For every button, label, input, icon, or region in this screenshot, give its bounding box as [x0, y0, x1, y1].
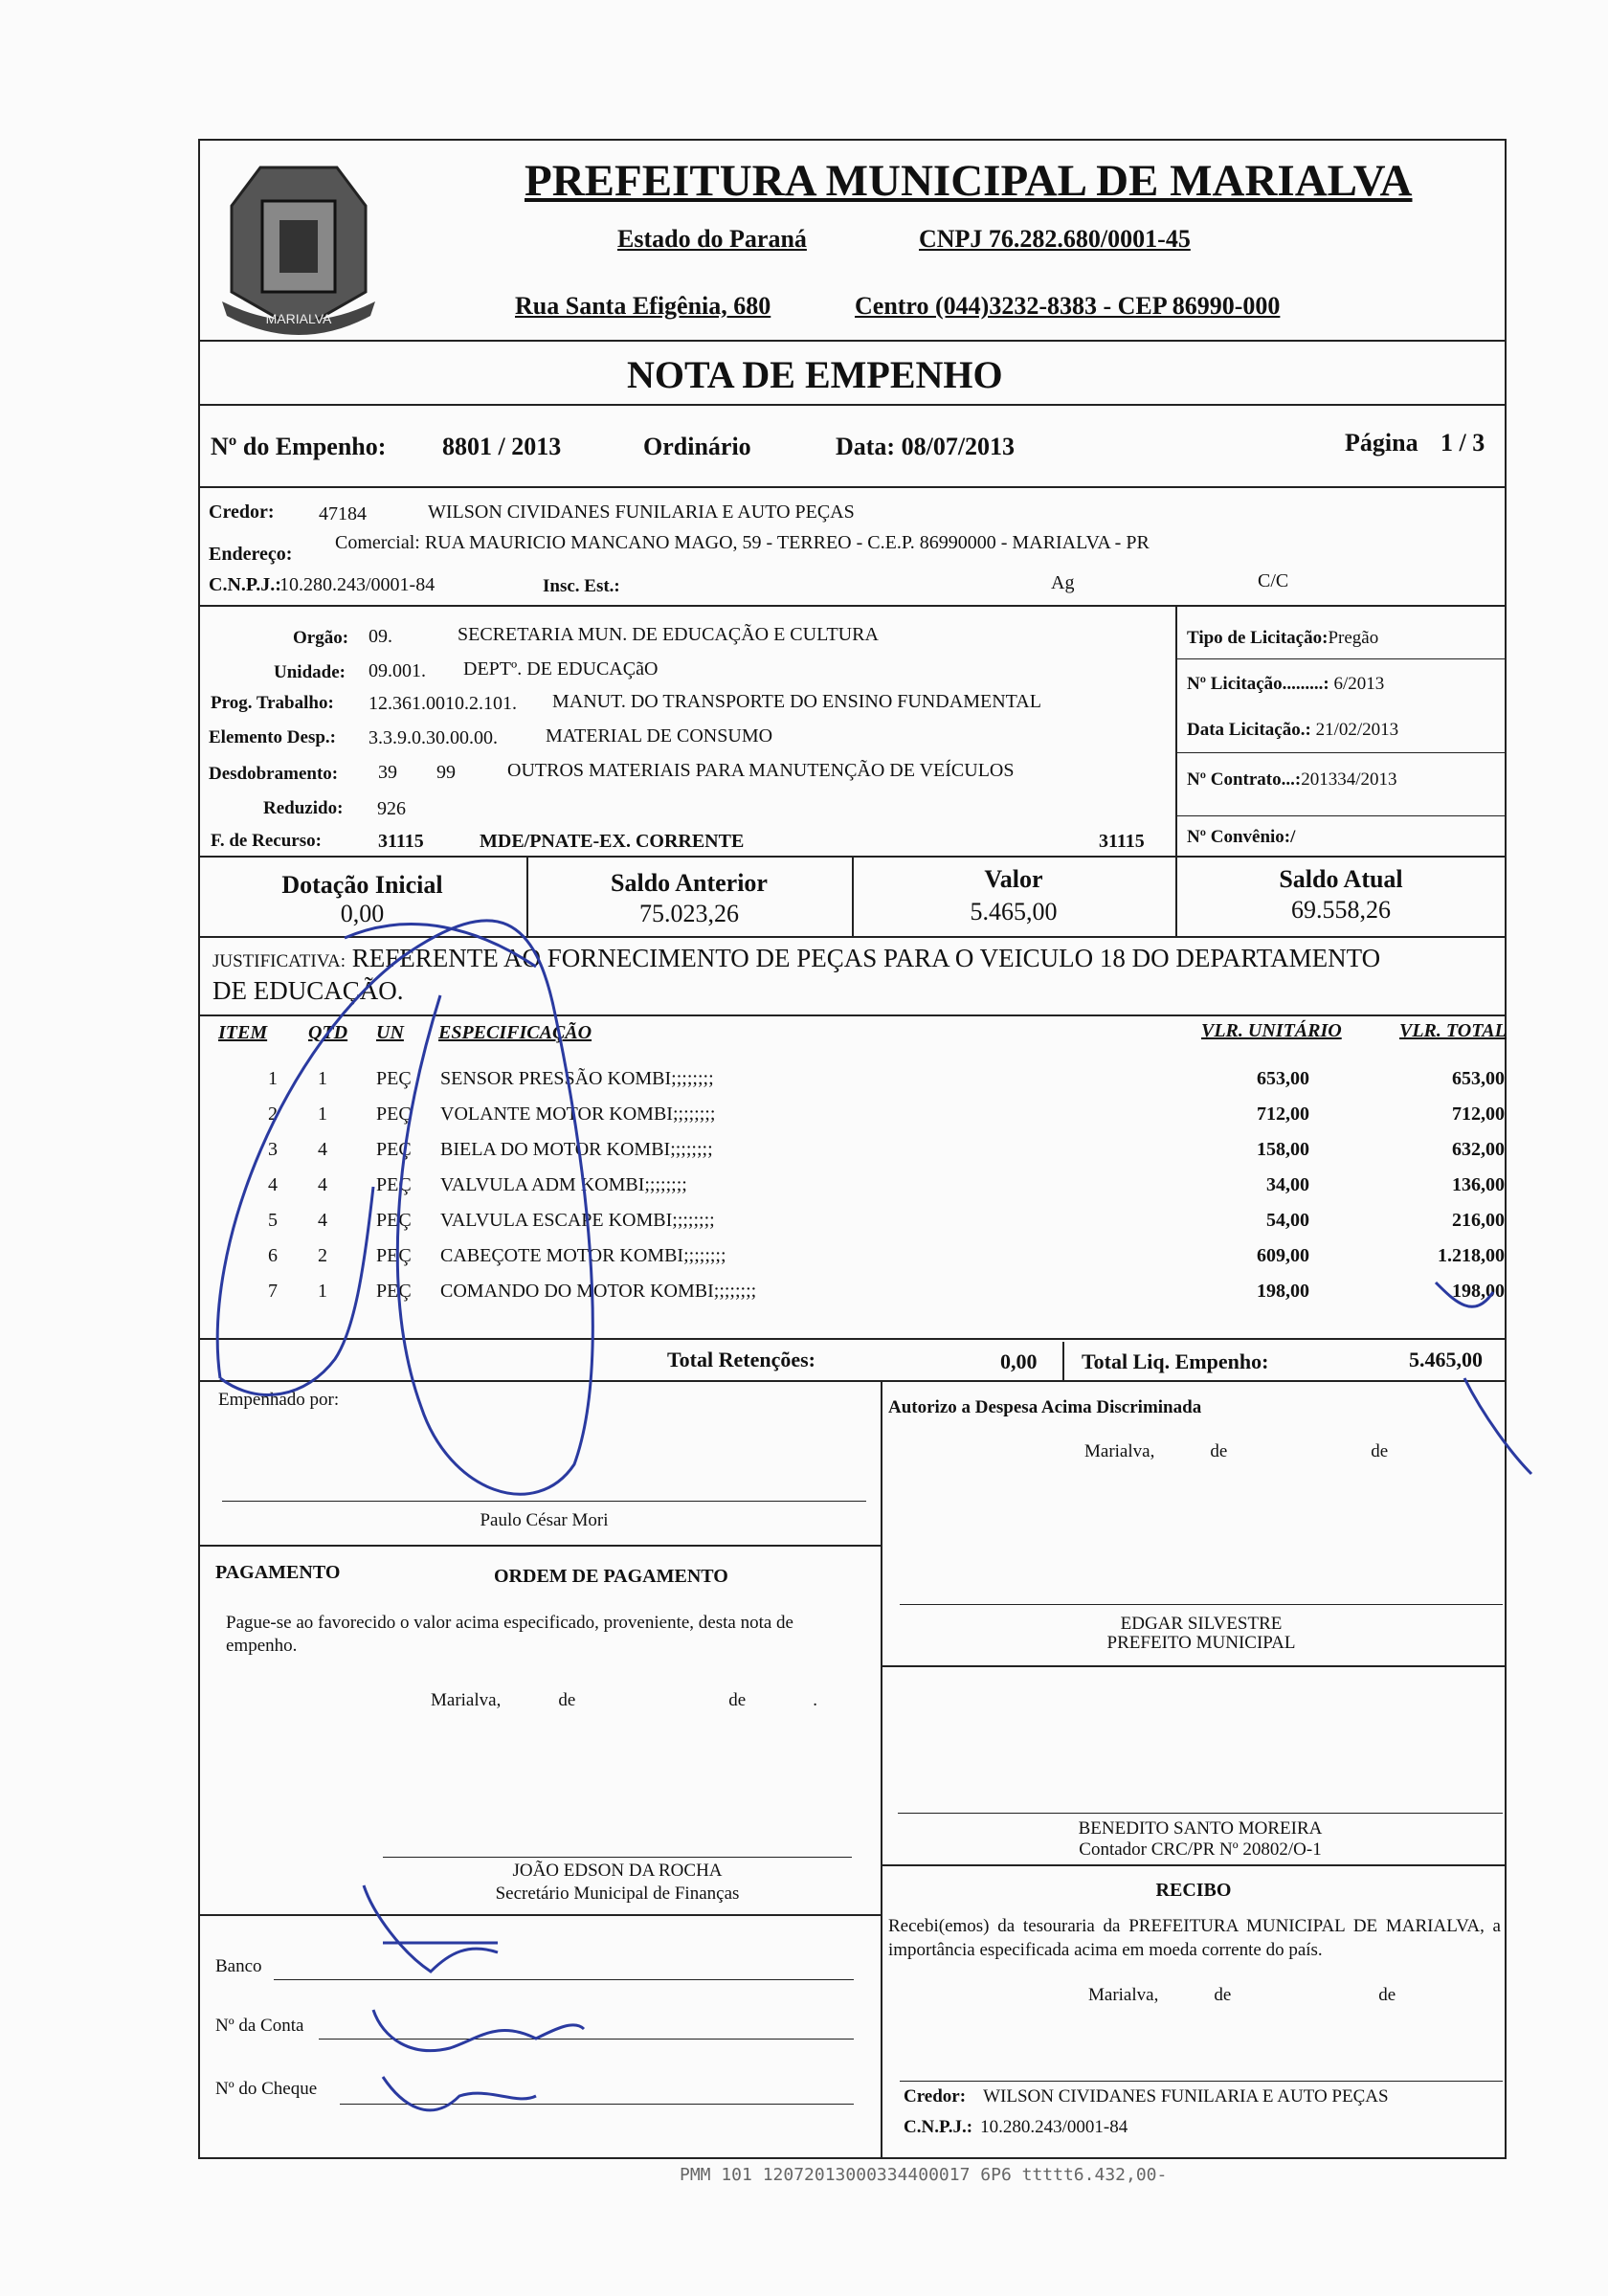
- dotacao-value: 0,00: [340, 900, 385, 927]
- autorizo-date: Marialva, de de: [1084, 1441, 1389, 1461]
- recibo-text: Recebi(emos) da tesouraria da PREFEITURA MUNICIPAL DE MARIALVA, a importância especificada acima em moeda corrente do país.: [888, 1916, 1501, 1960]
- item-total-value: 136,00: [1452, 1174, 1505, 1195]
- item-unit: PEÇ: [376, 1281, 412, 1302]
- item-total-value: 1.218,00: [1438, 1245, 1505, 1266]
- total-retencoes-value: 0,00: [1000, 1349, 1038, 1373]
- empenho-date: Data: 08/07/2013: [836, 433, 1016, 460]
- prog-label: Prog. Trabalho:: [211, 693, 334, 713]
- page-number: 1 / 3: [1440, 429, 1485, 457]
- recurso-code: 31115: [378, 831, 424, 852]
- recibo-label: RECIBO: [1155, 1880, 1232, 1901]
- valor-value: 5.465,00: [970, 898, 1058, 925]
- contador-name: BENEDITO SANTO MOREIRA: [1078, 1818, 1323, 1839]
- saldo-anterior-value: 75.023,26: [639, 900, 739, 927]
- item-description: VOLANTE MOTOR KOMBI;;;;;;;;: [440, 1103, 716, 1125]
- item-number: 2: [268, 1103, 278, 1125]
- cnpj-label: C.N.P.J.:: [209, 574, 281, 595]
- item-unit-value: 54,00: [1266, 1210, 1309, 1231]
- pague-se-text: Pague-se ao favorecido o valor acima especificado, proveniente, desta nota de empenho.: [226, 1613, 793, 1656]
- cheque-label: Nº do Cheque: [215, 2079, 318, 2099]
- justificativa-line1: REFERENTE AO FORNECIMENTO DE PEÇAS PARA O VEICULO 18 DO DEPARTAMENTO: [351, 944, 1381, 972]
- num-contrato: Nº Contrato...:201334/2013: [1187, 769, 1397, 790]
- item-unit-value: 198,00: [1257, 1281, 1309, 1302]
- reduzido-label: Reduzido:: [263, 798, 344, 818]
- prefeito-role: PREFEITO MUNICIPAL: [1106, 1633, 1296, 1653]
- item-number: 3: [268, 1139, 278, 1160]
- reduzido-value: 926: [377, 798, 406, 819]
- autorizo-text: Autorizo a Despesa Acima Discriminada: [888, 1397, 1202, 1417]
- empenho-type: Ordinário: [643, 433, 751, 460]
- orgao-label: Orgão:: [293, 628, 349, 648]
- item-number: 1: [268, 1068, 278, 1089]
- recibo-cnpj: C.N.P.J.: 10.280.243/0001-84: [904, 2117, 1128, 2137]
- credor-address: Comercial: RUA MAURICIO MANCANO MAGO, 59 - TERREO - C.E.P. 86990000 - MARIALVA - PR: [335, 532, 1150, 553]
- desdobramento-label: Desdobramento:: [209, 764, 339, 784]
- item-unit-value: 609,00: [1257, 1245, 1309, 1266]
- cc-label: C/C: [1258, 570, 1289, 591]
- footer-code: PMM 101 12072013000334400017 6P6 ttttt6.432,00-: [680, 2165, 1168, 2185]
- item-unit: PEÇ: [376, 1103, 412, 1125]
- col-total: VLR. TOTAL: [1399, 1020, 1507, 1041]
- item-qtd: 4: [318, 1139, 327, 1160]
- item-qtd: 1: [318, 1068, 327, 1089]
- num-convenio: Nº Convênio:/: [1187, 827, 1296, 847]
- item-total-value: 198,00: [1452, 1281, 1505, 1302]
- justificativa: [212, 944, 1380, 973]
- recurso-name: MDE/PNATE-EX. CORRENTE: [480, 831, 745, 852]
- item-qtd: 4: [318, 1174, 327, 1195]
- item-unit: PEÇ: [376, 1068, 412, 1089]
- col-qtd: QTD: [308, 1022, 348, 1043]
- recurso-code-2: 31115: [1099, 831, 1145, 852]
- item-unit: PEÇ: [376, 1210, 412, 1231]
- pagamento-label: PAGAMENTO: [215, 1562, 341, 1583]
- tipo-licitacao: Tipo de Licitação:Pregão: [1187, 628, 1379, 648]
- unidade-name: DEPTº. DE EDUCAÇãO: [463, 658, 659, 680]
- item-qtd: 1: [318, 1103, 327, 1125]
- prog-name: MANUT. DO TRANSPORTE DO ENSINO FUNDAMENTAL: [552, 691, 1041, 712]
- item-unit: PEÇ: [376, 1139, 412, 1160]
- svg-text:MARIALVA: MARIALVA: [265, 311, 332, 326]
- elemento-label: Elemento Desp.:: [209, 727, 336, 747]
- pagamento-date: Marialva, de de .: [431, 1690, 817, 1710]
- desdobramento-name: OUTROS MATERIAIS PARA MANUTENÇÃO DE VEÍCULOS: [507, 760, 1015, 781]
- recibo-date: Marialva, de de: [1088, 1985, 1396, 2005]
- item-description: CABEÇOTE MOTOR KOMBI;;;;;;;;: [440, 1245, 726, 1266]
- item-description: VALVULA ESCAPE KOMBI;;;;;;;;: [440, 1210, 715, 1231]
- item-number: 7: [268, 1281, 278, 1302]
- item-number: 6: [268, 1245, 278, 1266]
- orgao-code: 09.: [368, 626, 392, 647]
- address-rest: Centro (044)3232-8383 - CEP 86990-000: [855, 292, 1281, 320]
- valor-label: Valor: [984, 865, 1043, 893]
- item-total-value: 653,00: [1452, 1068, 1505, 1089]
- contador-role: Contador CRC/PR Nº 20802/O-1: [1079, 1839, 1322, 1860]
- item-description: BIELA DO MOTOR KOMBI;;;;;;;;: [440, 1139, 713, 1160]
- col-item: ITEM: [218, 1022, 268, 1043]
- saldo-anterior-label: Saldo Anterior: [611, 869, 768, 897]
- data-licitacao: Data Licitação.: 21/02/2013: [1187, 720, 1399, 740]
- banco-label: Banco: [215, 1956, 262, 1976]
- insc-label: Insc. Est.:: [543, 576, 620, 596]
- cnpj: CNPJ 76.282.680/0001-45: [919, 225, 1191, 253]
- total-retencoes-label: Total Retenções:: [667, 1348, 815, 1371]
- justificativa-line2: DE EDUCAÇÃO.: [212, 976, 404, 1005]
- saldo-atual-label: Saldo Atual: [1279, 865, 1403, 893]
- item-qtd: 4: [318, 1210, 327, 1231]
- col-un: UN: [376, 1022, 404, 1043]
- elemento-code: 3.3.9.0.30.00.00.: [368, 727, 498, 748]
- credor-cnpj: 10.280.243/0001-84: [279, 574, 436, 595]
- col-spec: ESPECIFICAÇÃO: [438, 1022, 592, 1043]
- item-total-value: 216,00: [1452, 1210, 1505, 1231]
- ordem-pagamento-label: ORDEM DE PAGAMENTO: [494, 1566, 728, 1587]
- item-unit-value: 158,00: [1257, 1139, 1309, 1160]
- item-unit-value: 712,00: [1257, 1103, 1309, 1125]
- orgao-name: SECRETARIA MUN. DE EDUCAÇÃO E CULTURA: [458, 624, 879, 645]
- item-qtd: 2: [318, 1245, 327, 1266]
- desdobramento-a: 39: [378, 762, 397, 783]
- item-total-value: 712,00: [1452, 1103, 1505, 1125]
- elemento-name: MATERIAL DE CONSUMO: [546, 725, 773, 747]
- item-unit-value: 653,00: [1257, 1068, 1309, 1089]
- item-number: 5: [268, 1210, 278, 1231]
- ag-label: Ag: [1051, 572, 1075, 593]
- empenhado-name: Paulo César Mori: [480, 1510, 609, 1530]
- empenhado-label: Empenhado por:: [218, 1390, 340, 1410]
- dotacao-label: Dotação Inicial: [281, 871, 443, 899]
- item-unit: PEÇ: [376, 1245, 412, 1266]
- desdobramento-b: 99: [436, 762, 456, 783]
- credor-name: WILSON CIVIDANES FUNILARIA E AUTO PEÇAS: [428, 502, 855, 523]
- recibo-credor: Credor: WILSON CIVIDANES FUNILARIA E AUTO PEÇAS: [904, 2086, 1389, 2107]
- item-unit: PEÇ: [376, 1174, 412, 1195]
- unidade-label: Unidade:: [274, 662, 346, 682]
- justificativa-label: JUSTIFICATIVA:: [212, 951, 346, 971]
- empenho-label: Nº do Empenho:: [211, 433, 387, 460]
- item-description: VALVULA ADM KOMBI;;;;;;;;: [440, 1174, 687, 1195]
- prefeito-name: EDGAR SILVESTRE: [1120, 1614, 1283, 1634]
- recurso-label: F. de Recurso:: [211, 831, 322, 851]
- municipal-crest: [203, 148, 394, 340]
- state: Estado do Paraná: [617, 225, 807, 253]
- total-liquido-label: Total Liq. Empenho:: [1082, 1349, 1269, 1373]
- item-total-value: 632,00: [1452, 1139, 1505, 1160]
- num-licitacao: Nº Licitação.........: 6/2013: [1187, 674, 1385, 694]
- item-description: SENSOR PRESSÃO KOMBI;;;;;;;;: [440, 1068, 714, 1089]
- unidade-code: 09.001.: [368, 660, 426, 681]
- item-description: COMANDO DO MOTOR KOMBI;;;;;;;;: [440, 1281, 757, 1302]
- credor-label: Credor:: [209, 502, 275, 523]
- col-unit: VLR. UNITÁRIO: [1201, 1020, 1342, 1041]
- doc-title: NOTA DE EMPENHO: [627, 353, 1003, 396]
- page-label: Página: [1345, 429, 1418, 457]
- prog-code: 12.361.0010.2.101.: [368, 693, 517, 714]
- item-unit-value: 34,00: [1266, 1174, 1309, 1195]
- secretario-name: JOÃO EDSON DA ROCHA: [512, 1861, 723, 1881]
- saldo-atual-value: 69.558,26: [1291, 896, 1391, 924]
- item-qtd: 1: [318, 1281, 327, 1302]
- address-label: Endereço:: [209, 544, 293, 565]
- page-title: PREFEITURA MUNICIPAL DE MARIALVA: [525, 156, 1413, 206]
- street: Rua Santa Efigênia, 680: [515, 292, 771, 320]
- empenho-number: 8801 / 2013: [442, 433, 562, 460]
- conta-label: Nº da Conta: [215, 2016, 304, 2036]
- item-number: 4: [268, 1174, 278, 1195]
- secretario-role: Secretário Municipal de Finanças: [495, 1884, 740, 1904]
- credor-code: 47184: [319, 503, 367, 524]
- total-liquido-value: 5.465,00: [1409, 1348, 1483, 1371]
